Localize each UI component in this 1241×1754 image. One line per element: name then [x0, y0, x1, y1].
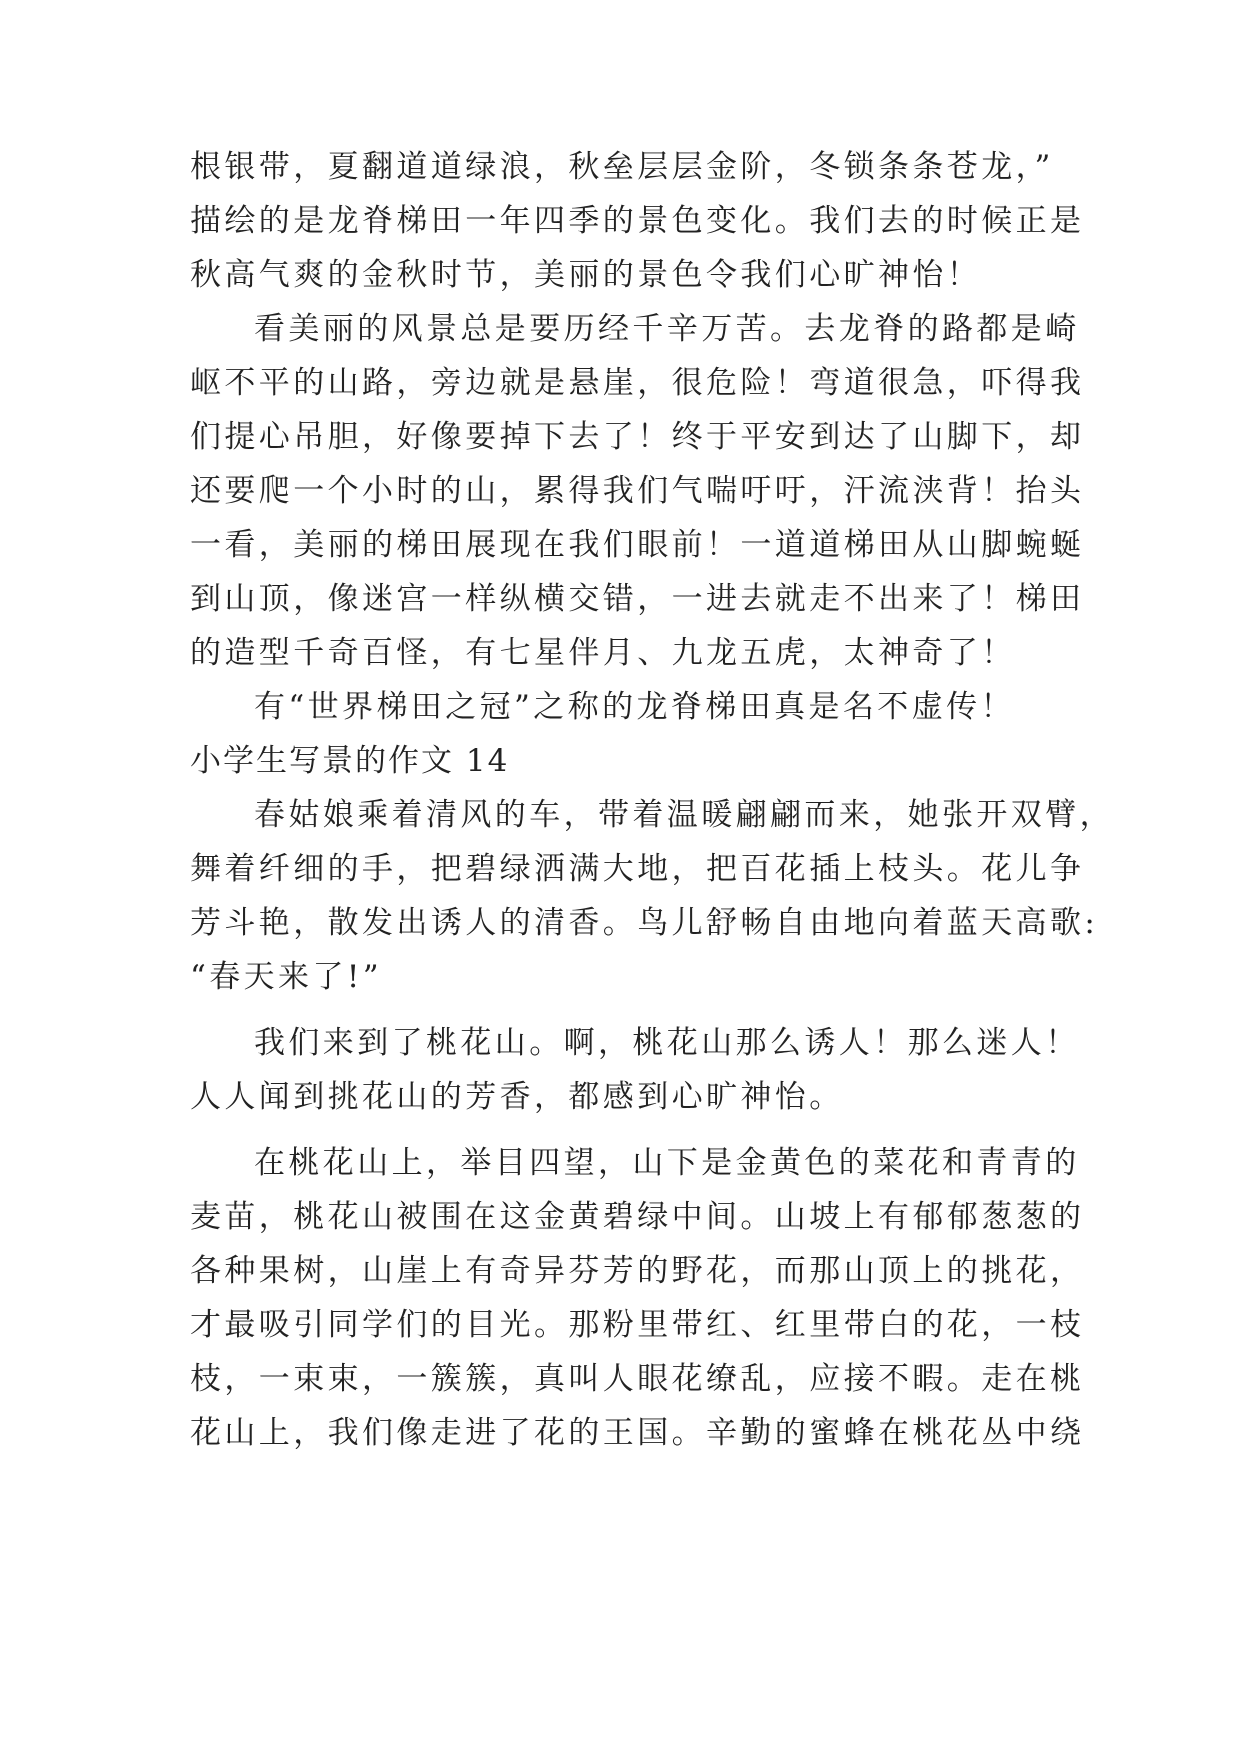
paragraph-first-line: 在桃花山上，举目四望，山下是金黄色的菜花和青青的	[254, 1145, 1080, 1181]
text-line: 麦苗，桃花山被围在这金黄碧绿中间。山坡上有郁郁葱葱的	[190, 1199, 1085, 1235]
text-line: 的造型千奇百怪，有七星伴月、九龙五虎，太神奇了！	[190, 635, 1016, 671]
text-line: 花山上，我们像走进了花的王国。辛勤的蜜蜂在桃花丛中绕	[190, 1415, 1085, 1451]
paragraph-first-line: 我们来到了桃花山。啊，桃花山那么诱人！那么迷人！	[254, 1025, 1080, 1061]
paragraph-first-line: 春姑娘乘着清风的车，带着温暖翩翩而来，她张开双臂，	[254, 797, 1114, 833]
text-line: 描绘的是龙脊梯田一年四季的景色变化。我们去的时候正是	[190, 203, 1085, 239]
text-line: 一看，美丽的梯田展现在我们眼前！一道道梯田从山脚蜿蜒	[190, 527, 1085, 563]
section-heading: 小学生写景的作文 14	[190, 743, 510, 779]
text-line: 到山顶，像迷宫一样纵横交错，一进去就走不出来了！梯田	[190, 581, 1085, 617]
text-line: 才最吸引同学们的目光。那粉里带红、红里带白的花，一枝	[190, 1307, 1085, 1343]
paragraph-first-line: 有“世界梯田之冠”之称的龙脊梯田真是名不虚传！	[254, 689, 1015, 725]
text-line: 舞着纤细的手，把碧绿洒满大地，把百花插上枝头。花儿争	[190, 851, 1085, 887]
text-line: 各种果树，山崖上有奇异芬芳的野花，而那山顶上的挑花，	[190, 1253, 1085, 1289]
text-line: 秋高气爽的金秋时节，美丽的景色令我们心旷神怡！	[190, 257, 982, 293]
text-line: 岖不平的山路，旁边就是悬崖，很危险！弯道很急，吓得我	[190, 365, 1085, 401]
text-line: 们提心吊胆，好像要掉下去了！终于平安到达了山脚下，却	[190, 419, 1085, 455]
text-line: 还要爬一个小时的山，累得我们气喘吁吁，汗流浃背！抬头	[190, 473, 1085, 509]
text-line: “春天来了!”	[190, 959, 382, 995]
text-line: 根银带，夏翻道道绿浪，秋垒层层金阶，冬锁条条苍龙，”	[190, 149, 1054, 185]
text-line: 枝，一束束，一簇簇，真叫人眼花缭乱，应接不暇。走在桃	[190, 1361, 1085, 1397]
text-line: 人人闻到挑花山的芳香，都感到心旷神怡。	[190, 1079, 844, 1115]
text-line: 芳斗艳，散发出诱人的清香。鸟儿舒畅自由地向着蓝天高歌:	[190, 905, 1099, 941]
paragraph-first-line: 看美丽的风景总是要历经千辛万苦。去龙脊的路都是崎	[254, 311, 1080, 347]
